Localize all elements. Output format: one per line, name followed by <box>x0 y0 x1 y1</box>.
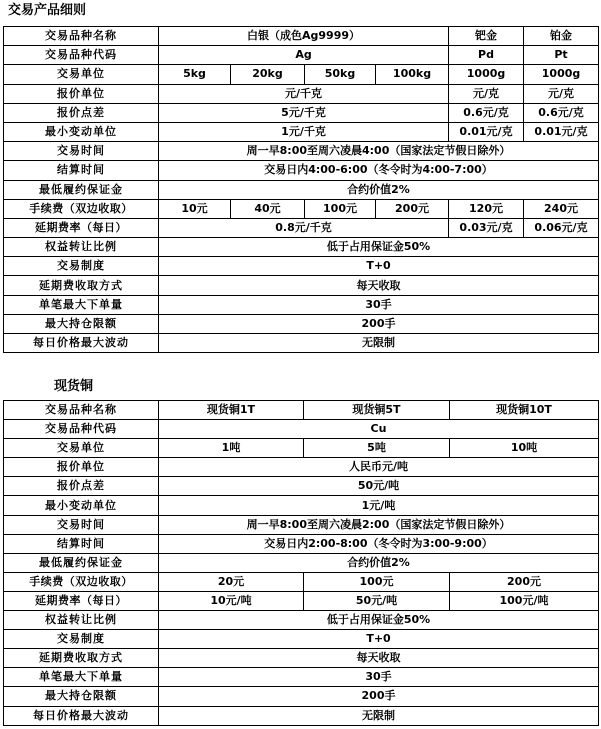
row-label: 延期费率（每日） <box>4 218 159 237</box>
table-row <box>4 687 599 706</box>
pd-tick: 0.6元/克 <box>449 103 524 122</box>
row-label: 交易品种代码 <box>4 420 159 439</box>
table-row <box>4 401 599 420</box>
silver-code: Ag <box>159 46 449 65</box>
pd-quote-unit: 元/克 <box>449 84 524 103</box>
table-row <box>4 180 599 199</box>
cu1t-product-name: 现货铜1T <box>159 401 304 420</box>
cu10t-unit: 10吨 <box>450 439 599 458</box>
table-row <box>4 477 599 496</box>
table-row <box>4 276 599 295</box>
pt-fee: 240元 <box>524 199 599 218</box>
pd-unit: 1000g <box>449 65 524 84</box>
cu-daily-limit: 无限制 <box>159 706 599 725</box>
silver-unit-20kg: 20kg <box>231 65 305 84</box>
cu-equity-transfer: 低于占用保证金50% <box>159 611 599 630</box>
cu-max-position: 200手 <box>159 687 599 706</box>
equity-transfer: 低于占用保证金50% <box>159 238 599 257</box>
table-row <box>4 314 599 333</box>
table-row <box>4 553 599 572</box>
row-label: 报价单位 <box>4 84 159 103</box>
row-label: 最大持仓限额 <box>4 687 159 706</box>
pd-product-name: 钯金 <box>449 27 524 46</box>
cu-trade-system: T+0 <box>159 630 599 649</box>
row-label: 最大持仓限额 <box>4 314 159 333</box>
daily-limit: 无限制 <box>159 334 599 353</box>
row-label: 结算时间 <box>4 161 159 180</box>
fee-50kg: 100元 <box>305 199 376 218</box>
table-row <box>4 218 599 237</box>
row-label: 交易制度 <box>4 257 159 276</box>
row-label: 报价点差 <box>4 477 159 496</box>
row-label: 延期费收取方式 <box>4 649 159 668</box>
cu-max-order: 30手 <box>159 668 599 687</box>
pt-deferral-rate: 0.06元/克 <box>524 218 599 237</box>
table-row <box>4 630 599 649</box>
row-label: 权益转让比例 <box>4 238 159 257</box>
cu-trade-time: 周一早8:00至周六凌晨2:00（国家法定节假日除外） <box>159 515 599 534</box>
row-label: 手续费（双边收取） <box>4 572 159 591</box>
table-row <box>4 65 599 84</box>
cu-min-change: 1元/吨 <box>159 496 599 515</box>
cu5t-deferral-rate: 50元/吨 <box>304 591 450 610</box>
row-label: 交易制度 <box>4 630 159 649</box>
silver-deferral-rate: 0.8元/千克 <box>159 218 449 237</box>
max-position: 200手 <box>159 314 599 333</box>
row-label: 交易品种代码 <box>4 46 159 65</box>
table-row <box>4 611 599 630</box>
row-label: 每日价格最大波动 <box>4 706 159 725</box>
row-label: 交易时间 <box>4 515 159 534</box>
table-row <box>4 84 599 103</box>
fee-100kg: 200元 <box>376 199 449 218</box>
table-row <box>4 515 599 534</box>
cu-min-margin: 合约价值2% <box>159 553 599 572</box>
table-row <box>4 668 599 687</box>
pt-product-name: 铂金 <box>524 27 599 46</box>
table-row <box>4 161 599 180</box>
pt-min-change: 0.01元/克 <box>524 122 599 141</box>
cu1t-fee: 20元 <box>159 572 304 591</box>
silver-quote-unit: 元/千克 <box>159 84 449 103</box>
fee-20kg: 40元 <box>231 199 305 218</box>
table-row <box>4 27 599 46</box>
row-label: 交易时间 <box>4 142 159 161</box>
silver-unit-100kg: 100kg <box>376 65 449 84</box>
row-label: 结算时间 <box>4 534 159 553</box>
cu5t-fee: 100元 <box>304 572 450 591</box>
cu-deferral-method: 每天收取 <box>159 649 599 668</box>
table-row <box>4 334 599 353</box>
pt-code: Pt <box>524 46 599 65</box>
table-row <box>4 572 599 591</box>
row-label: 单笔最大下单量 <box>4 668 159 687</box>
min-margin: 合约价值2% <box>159 180 599 199</box>
cu1t-deferral-rate: 10元/吨 <box>159 591 304 610</box>
row-label: 最低履约保证金 <box>4 553 159 572</box>
silver-tick: 5元/千克 <box>159 103 449 122</box>
cu5t-product-name: 现货铜5T <box>304 401 450 420</box>
pt-unit: 1000g <box>524 65 599 84</box>
table-row <box>4 649 599 668</box>
row-label: 交易品种名称 <box>4 27 159 46</box>
pd-fee: 120元 <box>449 199 524 218</box>
silver-min-change: 1元/千克 <box>159 122 449 141</box>
pd-min-change: 0.01元/克 <box>449 122 524 141</box>
row-label: 最小变动单位 <box>4 122 159 141</box>
cu1t-unit: 1吨 <box>159 439 304 458</box>
precious-metals-spec-table <box>3 26 599 353</box>
settle-time: 交易日内4:00-6:00（冬令时为4:00-7:00） <box>159 161 599 180</box>
silver-unit-5kg: 5kg <box>159 65 231 84</box>
cu5t-unit: 5吨 <box>304 439 450 458</box>
silver-unit-50kg: 50kg <box>305 65 376 84</box>
row-label: 报价点差 <box>4 103 159 122</box>
row-label: 交易单位 <box>4 439 159 458</box>
silver-product-name: 白银（成色Ag9999） <box>159 27 449 46</box>
table-row <box>4 295 599 314</box>
cu-code: Cu <box>159 420 599 439</box>
pt-quote-unit: 元/克 <box>524 84 599 103</box>
row-label: 权益转让比例 <box>4 611 159 630</box>
table-row <box>4 420 599 439</box>
trade-system: T+0 <box>159 257 599 276</box>
row-label: 单笔最大下单量 <box>4 295 159 314</box>
cu-quote-unit: 人民币元/吨 <box>159 458 599 477</box>
table-row <box>4 458 599 477</box>
table-row <box>4 238 599 257</box>
section2-title: 现货铜 <box>54 379 94 394</box>
cu10t-deferral-rate: 100元/吨 <box>450 591 599 610</box>
pd-code: Pd <box>449 46 524 65</box>
table-row <box>4 257 599 276</box>
row-label: 延期费收取方式 <box>4 276 159 295</box>
pd-deferral-rate: 0.03元/克 <box>449 218 524 237</box>
table-row <box>4 46 599 65</box>
table-row <box>4 122 599 141</box>
fee-5kg: 10元 <box>159 199 231 218</box>
table-row <box>4 534 599 553</box>
table-row <box>4 142 599 161</box>
table-row <box>4 591 599 610</box>
row-label: 手续费（双边收取） <box>4 199 159 218</box>
deferral-method: 每天收取 <box>159 276 599 295</box>
copper-spec-table <box>3 400 599 726</box>
cu-tick: 50元/吨 <box>159 477 599 496</box>
section1-title: 交易产品细则 <box>8 3 87 18</box>
table-row <box>4 439 599 458</box>
row-label: 延期费率（每日） <box>4 591 159 610</box>
table-row <box>4 199 599 218</box>
table-row <box>4 496 599 515</box>
trade-time: 周一早8:00至周六凌晨4:00（国家法定节假日除外） <box>159 142 599 161</box>
cu-settle-time: 交易日内2:00-8:00（冬令时为3:00-9:00） <box>159 534 599 553</box>
cu10t-product-name: 现货铜10T <box>450 401 599 420</box>
max-order: 30手 <box>159 295 599 314</box>
row-label: 交易品种名称 <box>4 401 159 420</box>
cu10t-fee: 200元 <box>450 572 599 591</box>
row-label: 最小变动单位 <box>4 496 159 515</box>
row-label: 最低履约保证金 <box>4 180 159 199</box>
row-label: 交易单位 <box>4 65 159 84</box>
table-row <box>4 706 599 725</box>
row-label: 报价单位 <box>4 458 159 477</box>
pt-tick: 0.6元/克 <box>524 103 599 122</box>
row-label: 每日价格最大波动 <box>4 334 159 353</box>
table-row <box>4 103 599 122</box>
